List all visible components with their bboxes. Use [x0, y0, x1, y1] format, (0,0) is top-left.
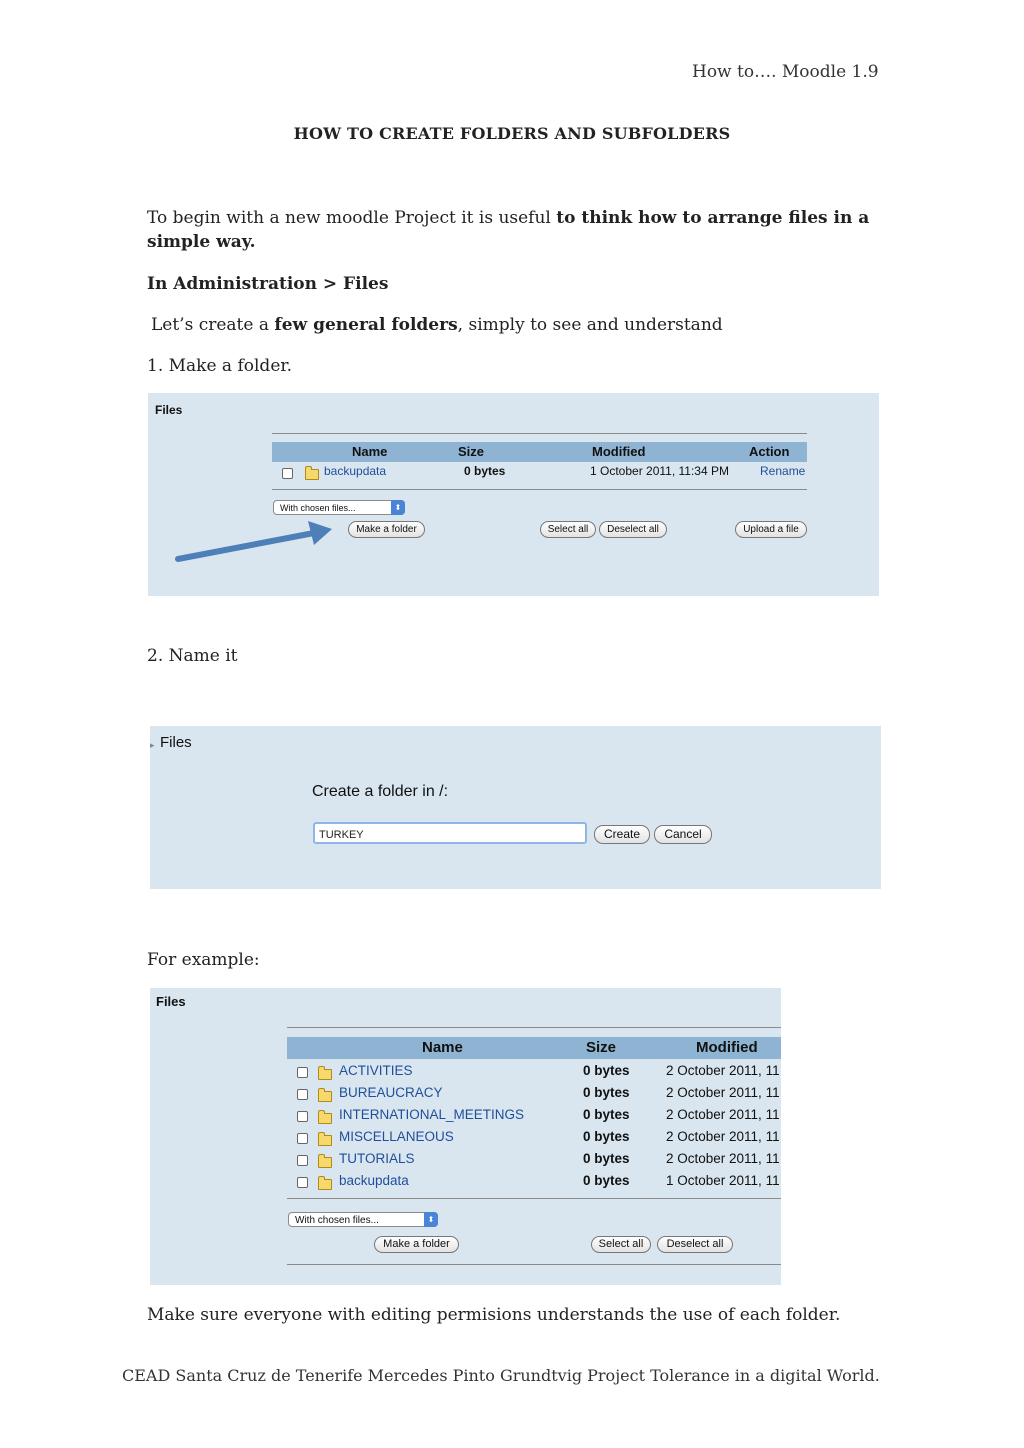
table-row	[287, 1082, 781, 1104]
folder-icon	[318, 1091, 332, 1102]
folder-size: 0 bytes	[583, 1129, 630, 1144]
col-name: Name	[422, 1039, 463, 1056]
files-heading: Files	[155, 403, 183, 417]
table-bottom-rule	[287, 1198, 781, 1199]
folder-modified: 2 October 2011, 11	[666, 1063, 780, 1078]
closing-note: Make sure everyone with editing permisions understands the use of each folder.	[147, 1305, 841, 1325]
table-top-rule	[287, 1027, 781, 1028]
folder-modified: 2 October 2011, 11	[666, 1151, 780, 1166]
create-button[interactable]: Create	[594, 825, 650, 844]
table-row	[287, 1170, 781, 1192]
row-checkbox[interactable]	[297, 1133, 308, 1144]
folder-name-input[interactable]: TURKEY	[313, 822, 587, 844]
file-link[interactable]: backupdata	[324, 464, 387, 478]
folder-size: 0 bytes	[583, 1107, 630, 1122]
table-row	[287, 1104, 781, 1126]
for-example: For example:	[147, 950, 260, 970]
create-folder-prompt: Create a folder in /:	[312, 783, 449, 800]
folder-modified: 2 October 2011, 11	[666, 1085, 780, 1100]
intro-bold-2: simple way.	[147, 232, 256, 252]
select-all-button[interactable]: Select all	[591, 1236, 651, 1253]
folder-size: 0 bytes	[583, 1151, 630, 1166]
table-row	[287, 1126, 781, 1148]
document-title: HOW TO CREATE FOLDERS AND SUBFOLDERS	[293, 124, 731, 143]
folder-link[interactable]: ACTIVITIES	[339, 1063, 413, 1078]
screenshot-make-folder	[148, 393, 879, 596]
row-checkbox[interactable]	[297, 1089, 308, 1100]
deselect-all-button[interactable]: Deselect all	[599, 521, 667, 538]
col-size: Size	[586, 1039, 617, 1056]
folder-size: 0 bytes	[583, 1173, 630, 1188]
rename-link[interactable]: Rename	[760, 464, 806, 478]
intro-text: To begin with a new moodle Project it is useful	[147, 208, 557, 228]
folder-size: 0 bytes	[583, 1063, 630, 1078]
files-heading: Files	[160, 734, 192, 751]
folder-link[interactable]: BUREAUCRACY	[339, 1085, 443, 1100]
screenshot-folder-list	[150, 988, 781, 1285]
folder-link[interactable]: INTERNATIONAL_MEETINGS	[339, 1107, 525, 1122]
table-row	[287, 1148, 781, 1170]
step-2: 2. Name it	[147, 646, 238, 666]
upload-file-button[interactable]: Upload a file	[735, 521, 807, 538]
make-folder-button[interactable]: Make a folder	[348, 521, 425, 538]
folder-modified: 2 October 2011, 11	[666, 1107, 780, 1122]
col-name: Name	[352, 444, 388, 459]
lets-bold: few general folders	[274, 315, 458, 335]
folder-icon	[318, 1069, 332, 1080]
select-arrow-icon: ⬍	[424, 1212, 438, 1227]
folder-modified: 2 October 2011, 11	[666, 1129, 780, 1144]
intro-paragraph	[147, 206, 887, 254]
deselect-all-button[interactable]: Deselect all	[657, 1236, 733, 1253]
page-header: How to…. Moodle 1.9	[692, 62, 879, 82]
folder-icon	[318, 1179, 332, 1190]
chosen-files-select[interactable]: With chosen files... ⬍	[288, 1212, 438, 1227]
folder-link[interactable]: backupdata	[339, 1173, 409, 1188]
lets-create-paragraph	[151, 313, 723, 337]
row-checkbox[interactable]	[297, 1111, 308, 1122]
file-size: 0 bytes	[464, 464, 506, 478]
col-modified: Modified	[696, 1039, 758, 1056]
folder-icon	[318, 1135, 332, 1146]
lets-post: , simply to see and understand	[457, 315, 723, 335]
row-checkbox[interactable]	[297, 1155, 308, 1166]
files-heading: Files	[156, 994, 186, 1009]
screenshot-name-folder	[150, 726, 881, 889]
row-checkbox[interactable]	[297, 1177, 308, 1188]
folder-link[interactable]: TUTORIALS	[339, 1151, 415, 1166]
table-end-rule	[287, 1264, 781, 1265]
col-modified: Modified	[592, 444, 646, 459]
folder-link[interactable]: MISCELLANEOUS	[339, 1129, 454, 1144]
table-row	[287, 1060, 781, 1082]
cancel-button[interactable]: Cancel	[654, 825, 712, 844]
page-footer: CEAD Santa Cruz de Tenerife Mercedes Pinto Grundtvig Project Tolerance in a digital World.	[122, 1366, 880, 1385]
lets-pre: Let’s create a	[151, 315, 275, 335]
make-folder-button[interactable]: Make a folder	[374, 1236, 459, 1253]
col-action: Action	[749, 444, 790, 459]
file-modified: 1 October 2011, 11:34 PM	[590, 464, 729, 478]
folder-icon	[318, 1157, 332, 1168]
folder-modified: 1 October 2011, 11	[666, 1173, 780, 1188]
folder-size: 0 bytes	[583, 1085, 630, 1100]
select-arrow-icon: ⬍	[391, 500, 405, 515]
chosen-files-select[interactable]: With chosen files... ⬍	[273, 500, 405, 515]
folder-icon	[318, 1113, 332, 1124]
row-checkbox[interactable]	[297, 1067, 308, 1078]
pointer-arrow-icon	[148, 393, 879, 596]
collapse-arrow-icon: ▸	[150, 740, 155, 750]
files-table-header	[287, 1037, 781, 1059]
admin-path: In Administration > Files	[147, 274, 389, 294]
select-all-button[interactable]: Select all	[540, 521, 596, 538]
col-size: Size	[458, 444, 485, 459]
intro-bold-1: to think how to arrange files in a	[556, 208, 870, 228]
step-1: 1. Make a folder.	[147, 356, 293, 376]
